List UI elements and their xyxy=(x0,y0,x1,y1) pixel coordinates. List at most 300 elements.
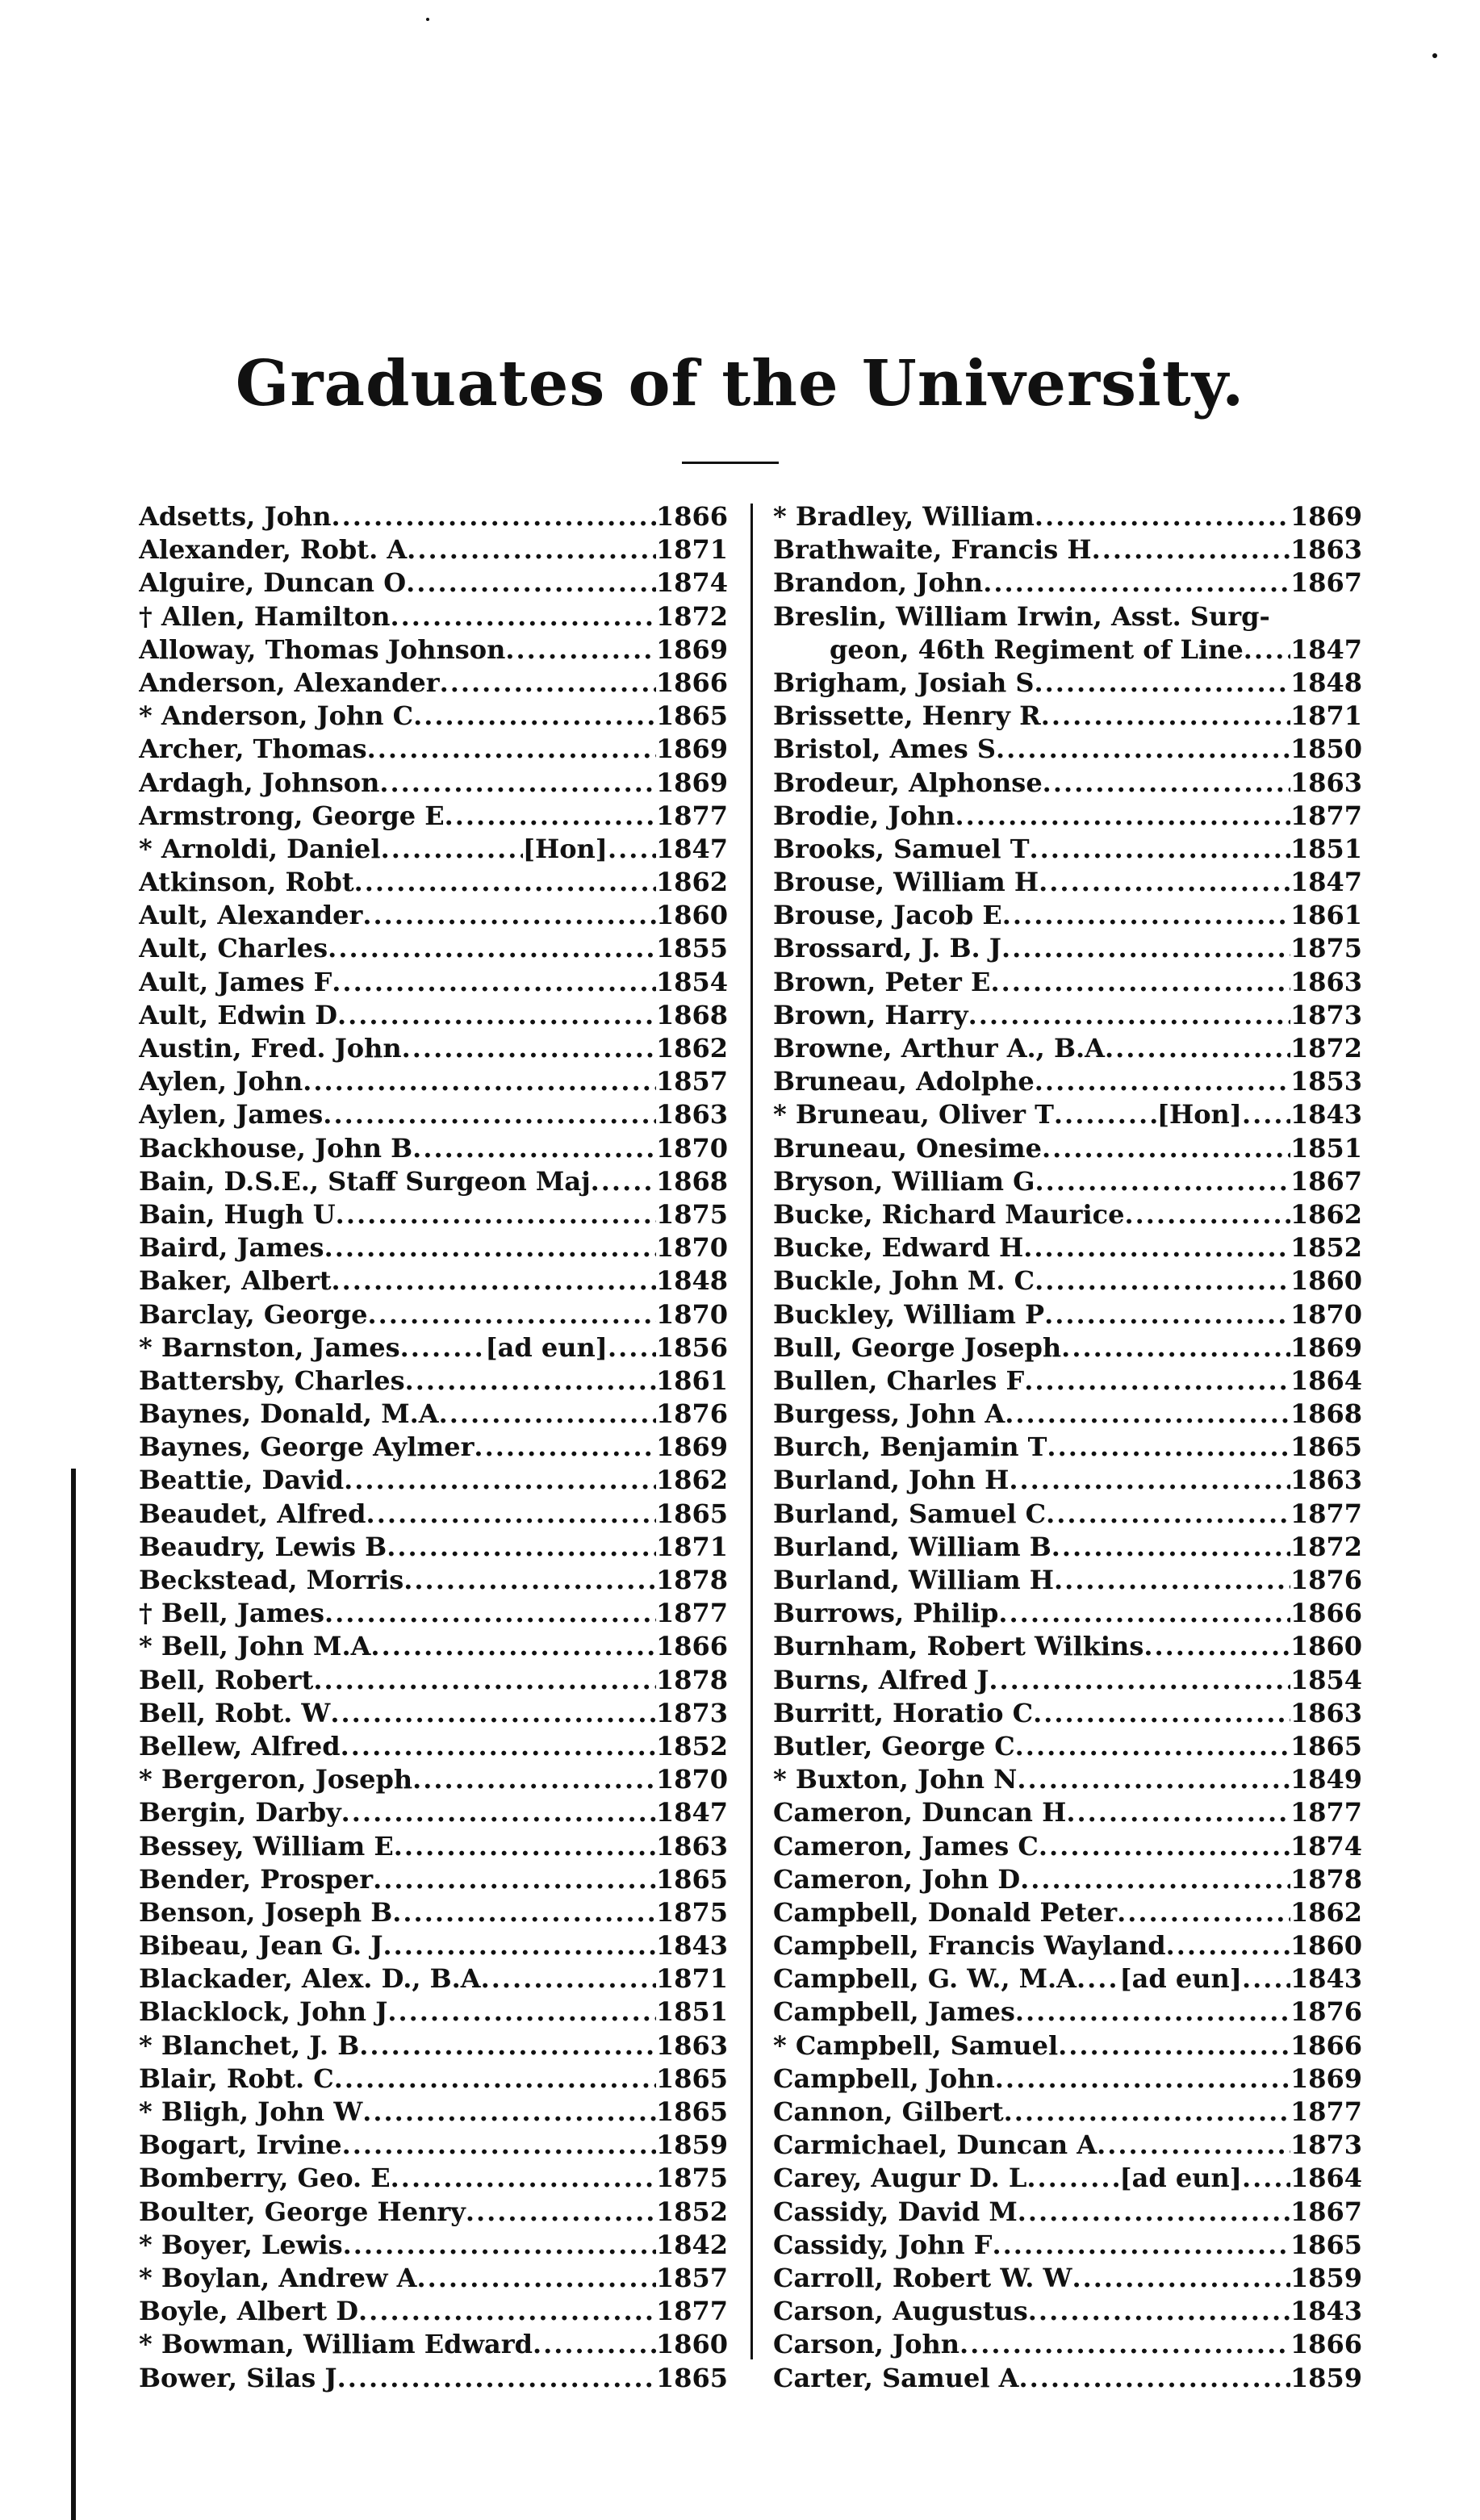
dot-leader xyxy=(1047,1431,1290,1464)
dot-leader xyxy=(417,2262,656,2295)
graduate-entry xyxy=(773,1830,1362,1863)
dot-leader xyxy=(359,2029,656,2062)
dot-leader xyxy=(358,2295,656,2328)
graduate-entry xyxy=(139,999,728,1032)
dot-leader xyxy=(392,1896,656,1929)
graduation-year: 1871 xyxy=(1290,700,1362,732)
graduate-entry xyxy=(139,767,728,800)
graduate-name: Bender, Prosper xyxy=(139,1863,374,1895)
degree-note: [Hon] xyxy=(522,833,608,864)
dot-leader xyxy=(387,1531,656,1564)
graduate-entry xyxy=(773,800,1362,833)
dot-leader xyxy=(1043,767,1290,800)
graduation-year: 1852 xyxy=(1290,1232,1362,1264)
dot-leader xyxy=(1039,1830,1290,1863)
graduate-entry xyxy=(773,899,1362,932)
dot-leader xyxy=(1242,1098,1290,1131)
graduate-entry xyxy=(773,733,1362,766)
graduation-year: 1871 xyxy=(655,1963,728,1995)
dot-leader xyxy=(412,1132,656,1165)
graduate-entry xyxy=(773,1032,1362,1065)
graduate-name: Carter, Samuel A xyxy=(773,2362,1019,2393)
graduate-entry xyxy=(139,932,728,965)
graduate-entry xyxy=(139,2229,728,2262)
graduation-year: 1868 xyxy=(655,999,728,1030)
graduate-name: Battersby, Charles xyxy=(139,1364,405,1396)
dot-leader xyxy=(445,800,656,833)
graduation-year: 1862 xyxy=(1290,1198,1362,1230)
graduate-entry xyxy=(139,1597,728,1630)
dot-leader xyxy=(331,1264,655,1298)
graduate-name: Beaudry, Lewis B xyxy=(139,1531,387,1562)
graduate-name: Austin, Fred. John xyxy=(139,1033,402,1064)
graduation-year: 1865 xyxy=(655,2362,728,2393)
dot-leader xyxy=(1244,633,1290,667)
graduation-year: 1873 xyxy=(1290,2129,1362,2161)
left-column xyxy=(139,500,728,2395)
graduate-name: Adsetts, John xyxy=(139,501,332,532)
graduate-name: Cassidy, David M xyxy=(773,2196,1018,2227)
graduate-entry xyxy=(773,1597,1362,1630)
dot-leader xyxy=(1015,1730,1290,1763)
graduate-name: Ault, Edwin D xyxy=(139,999,337,1030)
graduation-year: 1857 xyxy=(655,2262,728,2293)
graduate-name: Burland, William B xyxy=(773,1531,1051,1562)
graduate-entry xyxy=(139,1132,728,1165)
graduate-name: Benson, Joseph B xyxy=(139,1896,393,1928)
graduate-entry xyxy=(773,500,1362,533)
graduate-name: Armstrong, George E xyxy=(139,800,445,831)
graduate-entry xyxy=(139,1630,728,1663)
graduation-year: 1859 xyxy=(655,2129,728,2161)
graduate-name: † Allen, Hamilton xyxy=(139,600,391,632)
graduate-entry xyxy=(773,1464,1362,1497)
graduate-entry xyxy=(773,2096,1362,2129)
dot-leader xyxy=(1054,1564,1290,1597)
graduation-year: 1847 xyxy=(1290,867,1362,898)
graduate-name: Burnham, Robert Wilkins xyxy=(773,1631,1144,1662)
graduate-entry xyxy=(139,500,728,533)
graduate-entry xyxy=(139,1065,728,1098)
graduate-entry xyxy=(139,1098,728,1131)
graduate-entry xyxy=(139,2328,728,2361)
dot-leader xyxy=(968,999,1290,1032)
graduate-name: Archer, Thomas xyxy=(139,733,367,765)
graduate-name: Burland, Samuel C xyxy=(773,1498,1047,1529)
graduation-year: 1854 xyxy=(655,966,728,997)
graduate-entry xyxy=(773,999,1362,1032)
graduation-year: 1862 xyxy=(655,1465,728,1496)
graduation-year: 1865 xyxy=(655,1498,728,1529)
graduate-name: Alguire, Duncan O xyxy=(139,567,407,599)
graduate-entry xyxy=(773,2328,1362,2361)
graduation-year: 1865 xyxy=(1290,1730,1362,1761)
dot-leader xyxy=(1009,1464,1290,1497)
dot-leader xyxy=(992,2229,1290,2262)
graduate-entry xyxy=(773,1065,1362,1098)
graduation-year: 1859 xyxy=(1290,2262,1362,2293)
title-rule xyxy=(682,462,779,464)
graduation-year: 1860 xyxy=(1290,1631,1362,1662)
dot-leader xyxy=(1105,1032,1290,1065)
graduation-year: 1852 xyxy=(655,2196,728,2227)
graduation-year: 1860 xyxy=(655,900,728,931)
graduate-name: Beckstead, Morris xyxy=(139,1565,404,1595)
graduate-entry xyxy=(139,2162,728,2195)
graduate-entry xyxy=(139,2262,728,2295)
dot-leader xyxy=(366,1498,656,1531)
graduate-name: * Boylan, Andrew A xyxy=(139,2262,417,2293)
graduation-year: 1851 xyxy=(655,1996,728,2028)
graduate-name: Alloway, Thomas Johnson xyxy=(139,633,506,665)
graduate-name: Alexander, Robt. A xyxy=(139,534,408,566)
dot-leader xyxy=(341,1730,656,1763)
dot-leader xyxy=(341,1796,656,1829)
graduate-entry xyxy=(139,1364,728,1398)
dot-leader xyxy=(324,1231,656,1264)
graduation-year: 1871 xyxy=(655,534,728,566)
graduation-year: 1861 xyxy=(655,1364,728,1396)
graduate-name: Brown, Peter E xyxy=(773,966,991,997)
degree-note: [ad eun] xyxy=(485,1331,608,1363)
graduate-name: Ault, James F xyxy=(139,966,332,997)
graduate-name: Blair, Robt. C xyxy=(139,2062,334,2094)
graduate-entry xyxy=(139,1664,728,1697)
graduate-name: Cassidy, John F xyxy=(773,2229,993,2260)
graduation-year: 1872 xyxy=(655,600,728,632)
graduate-name: Brooks, Samuel T xyxy=(773,833,1030,864)
dot-leader xyxy=(390,600,655,633)
degree-note: [ad eun] xyxy=(1119,2163,1242,2194)
graduate-entry xyxy=(139,1464,728,1497)
page-edge-shadow xyxy=(71,1469,76,2520)
graduation-year: 1863 xyxy=(655,2029,728,2061)
graduate-entry xyxy=(773,1664,1362,1697)
graduate-entry xyxy=(139,1896,728,1929)
dot-leader xyxy=(1125,1198,1290,1231)
dot-leader xyxy=(996,733,1290,766)
graduate-name: * Bergeron, Joseph xyxy=(139,1764,413,1795)
graduate-entry xyxy=(139,1231,728,1264)
degree-note: [ad eun] xyxy=(1119,1963,1242,1995)
dot-leader xyxy=(373,1863,656,1896)
graduation-year: 1843 xyxy=(1290,1099,1362,1130)
graduate-name: Bell, Robert xyxy=(139,1664,314,1695)
graduate-name: Bruneau, Onesime xyxy=(773,1132,1042,1164)
graduation-year: 1877 xyxy=(1290,1797,1362,1828)
graduation-year: 1866 xyxy=(655,667,728,698)
graduate-entry xyxy=(139,2129,728,2162)
dot-leader xyxy=(362,2096,656,2129)
dot-leader xyxy=(466,2196,656,2229)
graduation-year: 1851 xyxy=(1290,833,1362,864)
graduate-name: Carmichael, Duncan A xyxy=(773,2129,1097,2161)
dot-leader xyxy=(344,1464,656,1497)
dot-leader xyxy=(379,767,656,800)
graduate-entry xyxy=(773,600,1362,633)
graduation-year: 1875 xyxy=(655,1198,728,1230)
graduate-entry xyxy=(773,1697,1362,1730)
graduate-name: Bucke, Edward H xyxy=(773,1232,1024,1264)
graduate-name: Brouse, William H xyxy=(773,867,1039,898)
graduate-entry xyxy=(139,1929,728,1962)
graduate-name: Bain, Hugh U xyxy=(139,1198,336,1230)
graduate-entry xyxy=(773,1264,1362,1298)
graduate-entry xyxy=(773,2362,1362,2395)
dot-leader xyxy=(1072,2262,1290,2295)
graduate-entry xyxy=(773,1431,1362,1464)
graduate-name: Bucke, Richard Maurice xyxy=(773,1198,1125,1230)
graduate-name: Carey, Augur D. L xyxy=(773,2163,1027,2194)
graduate-name: Brigham, Josiah S xyxy=(773,667,1035,698)
graduation-year: 1843 xyxy=(1290,1963,1362,1995)
graduation-year: 1874 xyxy=(1290,1830,1362,1862)
dot-leader xyxy=(391,2162,656,2195)
graduate-entry xyxy=(773,633,1362,667)
dot-leader xyxy=(1242,1962,1290,1996)
graduation-year: 1863 xyxy=(1290,534,1362,566)
graduate-name: Brouse, Jacob E xyxy=(773,900,1002,931)
graduation-year: 1860 xyxy=(1290,1930,1362,1962)
graduate-entry xyxy=(773,1996,1362,2029)
dot-leader xyxy=(1004,2096,1290,2129)
dot-leader xyxy=(1092,533,1290,566)
graduate-entry xyxy=(773,700,1362,733)
page-title: Graduates of the University. xyxy=(235,347,1245,420)
graduate-entry xyxy=(773,2162,1362,2195)
graduation-year: 1870 xyxy=(655,1232,728,1264)
dot-leader xyxy=(1002,899,1290,932)
graduation-year: 1854 xyxy=(1290,1664,1362,1695)
graduate-entry xyxy=(773,1331,1362,1364)
graduate-name: Burland, William H xyxy=(773,1565,1054,1595)
dot-leader xyxy=(1035,1264,1290,1298)
graduate-name: Cameron, Duncan H xyxy=(773,1797,1067,1828)
graduate-name: Bullen, Charles F xyxy=(773,1364,1025,1396)
dot-leader xyxy=(400,1331,486,1364)
graduate-entry xyxy=(139,2062,728,2096)
graduate-name: Burgess, John A xyxy=(773,1398,1005,1430)
dot-leader xyxy=(383,1929,655,1962)
dot-leader xyxy=(1018,2362,1290,2395)
graduate-name: Aylen, James xyxy=(139,1099,324,1130)
graduate-entry xyxy=(773,1398,1362,1431)
graduate-name: Burrows, Philip xyxy=(773,1598,999,1629)
dot-leader xyxy=(334,2062,656,2096)
dot-leader xyxy=(402,1032,656,1065)
graduate-entry xyxy=(139,1165,728,1198)
dot-leader xyxy=(1077,1962,1120,1996)
dot-leader xyxy=(1166,1929,1290,1962)
graduate-name: Brissette, Henry R xyxy=(773,700,1041,732)
graduation-year: 1877 xyxy=(1290,800,1362,831)
graduation-year: 1853 xyxy=(1290,1066,1362,1097)
graduation-year: 1847 xyxy=(655,1797,728,1828)
graduate-name: Breslin, William Irwin, Asst. Surg- xyxy=(773,600,1270,632)
graduate-entry xyxy=(139,1564,728,1597)
graduate-entry xyxy=(139,533,728,566)
dot-leader xyxy=(1143,1630,1290,1663)
graduate-name: Bogart, Irvine xyxy=(139,2129,342,2161)
graduate-entry xyxy=(773,533,1362,566)
graduation-year: 1877 xyxy=(655,1598,728,1629)
graduate-name: Brodeur, Alphonse xyxy=(773,767,1043,798)
dot-leader xyxy=(387,1996,656,2029)
graduation-year: 1862 xyxy=(1290,1896,1362,1928)
dot-leader xyxy=(407,533,656,566)
graduate-entry xyxy=(139,800,728,833)
graduate-entry xyxy=(139,1298,728,1331)
column-divider xyxy=(750,504,753,2359)
graduate-name: Bower, Silas J xyxy=(139,2362,337,2393)
graduate-entry xyxy=(139,899,728,932)
graduate-entry xyxy=(773,1165,1362,1198)
graduate-name: Atkinson, Robt xyxy=(139,867,354,898)
dot-leader xyxy=(1054,1098,1157,1131)
graduate-name: Browne, Arthur A., B.A xyxy=(773,1033,1105,1064)
dot-leader xyxy=(1028,2295,1290,2328)
graduation-year: 1850 xyxy=(1290,733,1362,765)
graduate-name: Cameron, James C xyxy=(773,1830,1039,1862)
graduation-year: 1860 xyxy=(1290,1265,1362,1297)
graduate-name: Bull, George Joseph xyxy=(773,1331,1062,1363)
graduate-entry xyxy=(773,1896,1362,1929)
dot-leader xyxy=(533,2328,656,2361)
graduate-name: * Bradley, William xyxy=(773,501,1035,532)
graduate-name: Aylen, John xyxy=(139,1066,303,1097)
graduate-name: Anderson, Alexander xyxy=(139,667,440,698)
dot-leader xyxy=(1242,2162,1290,2195)
graduation-year: 1870 xyxy=(655,1298,728,1330)
graduation-year: 1868 xyxy=(1290,1398,1362,1430)
graduation-year: 1865 xyxy=(1290,1431,1362,1463)
graduation-year: 1852 xyxy=(655,1730,728,1761)
graduate-name: * Campbell, Samuel xyxy=(773,2029,1059,2061)
graduation-year: 1843 xyxy=(1290,2296,1362,2327)
graduate-entry xyxy=(139,1531,728,1564)
graduate-name: * Barnston, James xyxy=(139,1331,400,1363)
graduate-entry xyxy=(773,866,1362,899)
dot-leader xyxy=(303,1065,656,1098)
graduate-entry xyxy=(139,1331,728,1364)
graduate-entry xyxy=(139,2362,728,2395)
graduate-entry xyxy=(139,1730,728,1763)
graduate-entry xyxy=(773,1962,1362,1996)
graduate-name: Campbell, James xyxy=(773,1996,1015,2028)
dot-leader xyxy=(481,1962,656,1996)
graduate-entry xyxy=(139,633,728,667)
graduate-name: Bain, D.S.E., Staff Surgeon Maj xyxy=(139,1165,591,1197)
dot-leader xyxy=(983,566,1290,600)
graduation-year: 1866 xyxy=(1290,1598,1362,1629)
graduation-year: 1869 xyxy=(1290,501,1362,532)
graduation-year: 1860 xyxy=(655,2329,728,2360)
graduation-year: 1867 xyxy=(1290,567,1362,599)
dot-leader xyxy=(1035,1165,1290,1198)
graduate-entry xyxy=(139,2096,728,2129)
graduation-year: 1877 xyxy=(655,2296,728,2327)
graduate-name: Ault, Alexander xyxy=(139,900,363,931)
graduation-year: 1870 xyxy=(1290,1298,1362,1330)
graduate-entry xyxy=(139,1863,728,1896)
graduation-year: 1878 xyxy=(1290,1863,1362,1895)
dot-leader xyxy=(394,1830,656,1863)
graduation-year: 1868 xyxy=(655,1165,728,1197)
graduation-year: 1862 xyxy=(655,1033,728,1064)
graduate-name: Blacklock, John J xyxy=(139,1996,388,2028)
dot-leader xyxy=(342,2129,656,2162)
graduate-name: Buckle, John M. C xyxy=(773,1265,1035,1297)
graduate-name: Buckley, William P xyxy=(773,1298,1045,1330)
graduate-name: Burland, John H xyxy=(773,1465,1010,1496)
dot-leader xyxy=(1018,2196,1290,2229)
graduation-year: 1875 xyxy=(1290,933,1362,964)
graduate-entry xyxy=(773,1863,1362,1896)
dot-leader xyxy=(337,2362,656,2395)
graduation-year: 1857 xyxy=(655,1066,728,1097)
graduate-name: Cameron, John D xyxy=(773,1863,1021,1895)
graduate-entry xyxy=(139,1796,728,1829)
dot-leader xyxy=(330,1697,656,1730)
graduation-year: 1863 xyxy=(655,1830,728,1862)
graduate-entry xyxy=(139,1996,728,2029)
dot-leader xyxy=(1046,1498,1290,1531)
dot-leader xyxy=(591,1165,656,1198)
dot-leader xyxy=(995,2062,1290,2096)
graduation-year: 1878 xyxy=(655,1565,728,1595)
graduate-entry xyxy=(773,2029,1362,2062)
dot-leader xyxy=(1034,667,1290,700)
graduate-entry xyxy=(139,733,728,766)
graduation-year: 1848 xyxy=(655,1265,728,1297)
graduation-year: 1848 xyxy=(1290,667,1362,698)
graduate-name: Ault, Charles xyxy=(139,933,328,964)
graduate-entry xyxy=(773,932,1362,965)
graduation-year: 1872 xyxy=(1290,1531,1362,1562)
speck-mark xyxy=(1432,53,1437,58)
dot-leader xyxy=(413,700,656,733)
dot-leader xyxy=(1001,932,1290,965)
dot-leader xyxy=(998,1597,1290,1630)
graduation-year: 1867 xyxy=(1290,1165,1362,1197)
graduation-year: 1863 xyxy=(1290,966,1362,997)
graduation-year: 1877 xyxy=(1290,2096,1362,2127)
graduate-name: Campbell, Francis Wayland xyxy=(773,1930,1166,1962)
graduation-year: 1865 xyxy=(655,700,728,732)
graduate-entry xyxy=(773,767,1362,800)
graduate-entry xyxy=(139,2029,728,2062)
graduate-name: Barclay, George xyxy=(139,1298,368,1330)
graduate-name: Brathwaite, Francis H xyxy=(773,534,1092,566)
graduation-year: 1872 xyxy=(1290,1033,1362,1064)
graduation-year: 1851 xyxy=(1290,1132,1362,1164)
dot-leader xyxy=(1044,1298,1290,1331)
dot-leader xyxy=(323,1098,656,1131)
graduation-year: 1865 xyxy=(655,1863,728,1895)
dot-leader xyxy=(1024,1364,1290,1398)
graduate-name: * Bowman, William Edward xyxy=(139,2329,533,2360)
graduate-entry xyxy=(139,1962,728,1996)
graduation-year: 1865 xyxy=(655,2062,728,2094)
graduation-year: 1866 xyxy=(1290,2029,1362,2061)
dot-leader xyxy=(989,1664,1290,1697)
graduation-year: 1847 xyxy=(1290,633,1362,665)
dot-leader xyxy=(1061,1331,1290,1364)
graduate-entry xyxy=(773,1630,1362,1663)
graduate-entry xyxy=(773,1498,1362,1531)
graduate-entry xyxy=(773,1929,1362,1962)
graduate-name: Blackader, Alex. D., B.A xyxy=(139,1963,481,1995)
